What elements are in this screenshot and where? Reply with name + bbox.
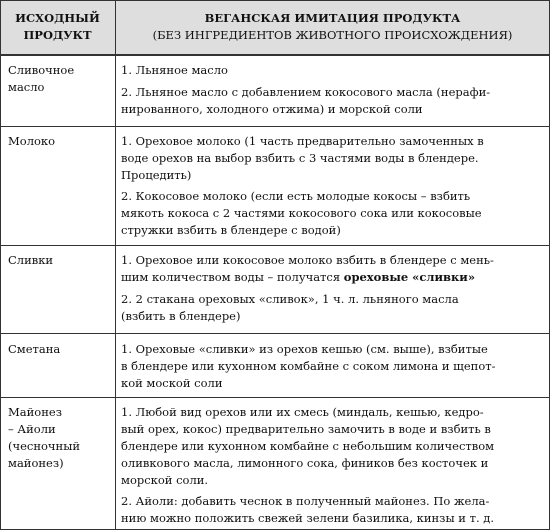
variant-line: 2. Кокосовое молоко (если есть молодые кокосы – взбить bbox=[121, 189, 471, 203]
variant-line: оливкового масла, лимонного сока, фиников без косточек и bbox=[121, 456, 489, 470]
table-border-left bbox=[0, 0, 1, 530]
bold-phrase: ореховые «сливки» bbox=[343, 270, 476, 284]
variant-line: 2. Льняное масло с добавлением кокосового масла (нерафи- bbox=[121, 85, 491, 99]
variant-line: 2. 2 стакана ореховых «сливок», 1 ч. л. льняного масла bbox=[121, 292, 459, 306]
row-divider bbox=[0, 333, 550, 334]
variant-line bbox=[121, 269, 475, 285]
product-name: – Айоли bbox=[8, 422, 56, 436]
product-name: Сливочное bbox=[8, 63, 75, 77]
variant-line: воде орехов на выбор взбить с 3 частями воды в блендере. bbox=[121, 151, 479, 165]
product-name: майонез) bbox=[8, 456, 64, 470]
variant-line: вый орех, кокос) предварительно замочить в воде и взбить в bbox=[121, 422, 491, 436]
variant-line: 1. Ореховое молоко (1 часть предварительно замоченных в bbox=[121, 134, 484, 148]
product-name: Молоко bbox=[8, 134, 56, 148]
variant-line: стружки взбить в блендере с водой) bbox=[121, 223, 341, 237]
row-divider bbox=[0, 397, 550, 398]
header-original-line-2: ПРОДУКТ bbox=[23, 28, 92, 42]
header-original-line-1: ИСХОДНЫЙ bbox=[15, 11, 100, 25]
variant-line: блендере или кухонном комбайне с небольшим количеством bbox=[121, 439, 495, 453]
header-vegan-line-2: (БЕЗ ИНГРЕДИЕНТОВ ЖИВОТНОГО ПРОИСХОЖДЕНИЯ) bbox=[152, 28, 513, 42]
variant-line: нию можно положить свежей зелени базилика, кинзы и т. д. bbox=[121, 511, 494, 525]
table-border-top bbox=[0, 0, 550, 1]
variant-line: морской соли. bbox=[121, 473, 209, 487]
variant-line: 1. Льняное масло bbox=[121, 63, 228, 77]
header-divider bbox=[0, 54, 550, 56]
variant-line: кой моской соли bbox=[121, 376, 223, 390]
variant-line: 1. Любой вид орехов или их смесь (миндаль, кешью, кедро- bbox=[121, 405, 484, 419]
variant-line: 2. Айоли: добавить чеснок в полученный майонез. По жела- bbox=[121, 494, 490, 508]
variant-line: нированного, холодного отжима) и морской соли bbox=[121, 102, 423, 116]
variant-line: Процедить) bbox=[121, 168, 192, 182]
product-name: (чесночный bbox=[8, 439, 81, 453]
row-divider bbox=[0, 245, 550, 246]
header-vegan-line-1: ВЕГАНСКАЯ ИМИТАЦИЯ ПРОДУКТА bbox=[204, 11, 461, 25]
product-name: Сметана bbox=[8, 342, 61, 356]
product-name: Сливки bbox=[8, 253, 54, 267]
variant-line-text: шим количеством воды – получатся bbox=[121, 270, 341, 284]
row-divider bbox=[0, 126, 550, 127]
variant-line: (взбить в блендере) bbox=[121, 309, 241, 323]
product-name: Майонез bbox=[8, 405, 62, 419]
variant-line: 1. Ореховое или кокосовое молоко взбить в блендере с мень- bbox=[121, 253, 494, 267]
product-name: масло bbox=[8, 80, 45, 94]
column-divider bbox=[115, 0, 116, 530]
variant-line: в блендере или кухонном комбайне с соком лимона и щепот- bbox=[121, 359, 496, 373]
variant-line: мякоть кокоса с 2 частями кокосового сока или кокосовые bbox=[121, 206, 482, 220]
variant-line: 1. Ореховые «сливки» из орехов кешью (см. выше), взбитые bbox=[121, 342, 488, 356]
